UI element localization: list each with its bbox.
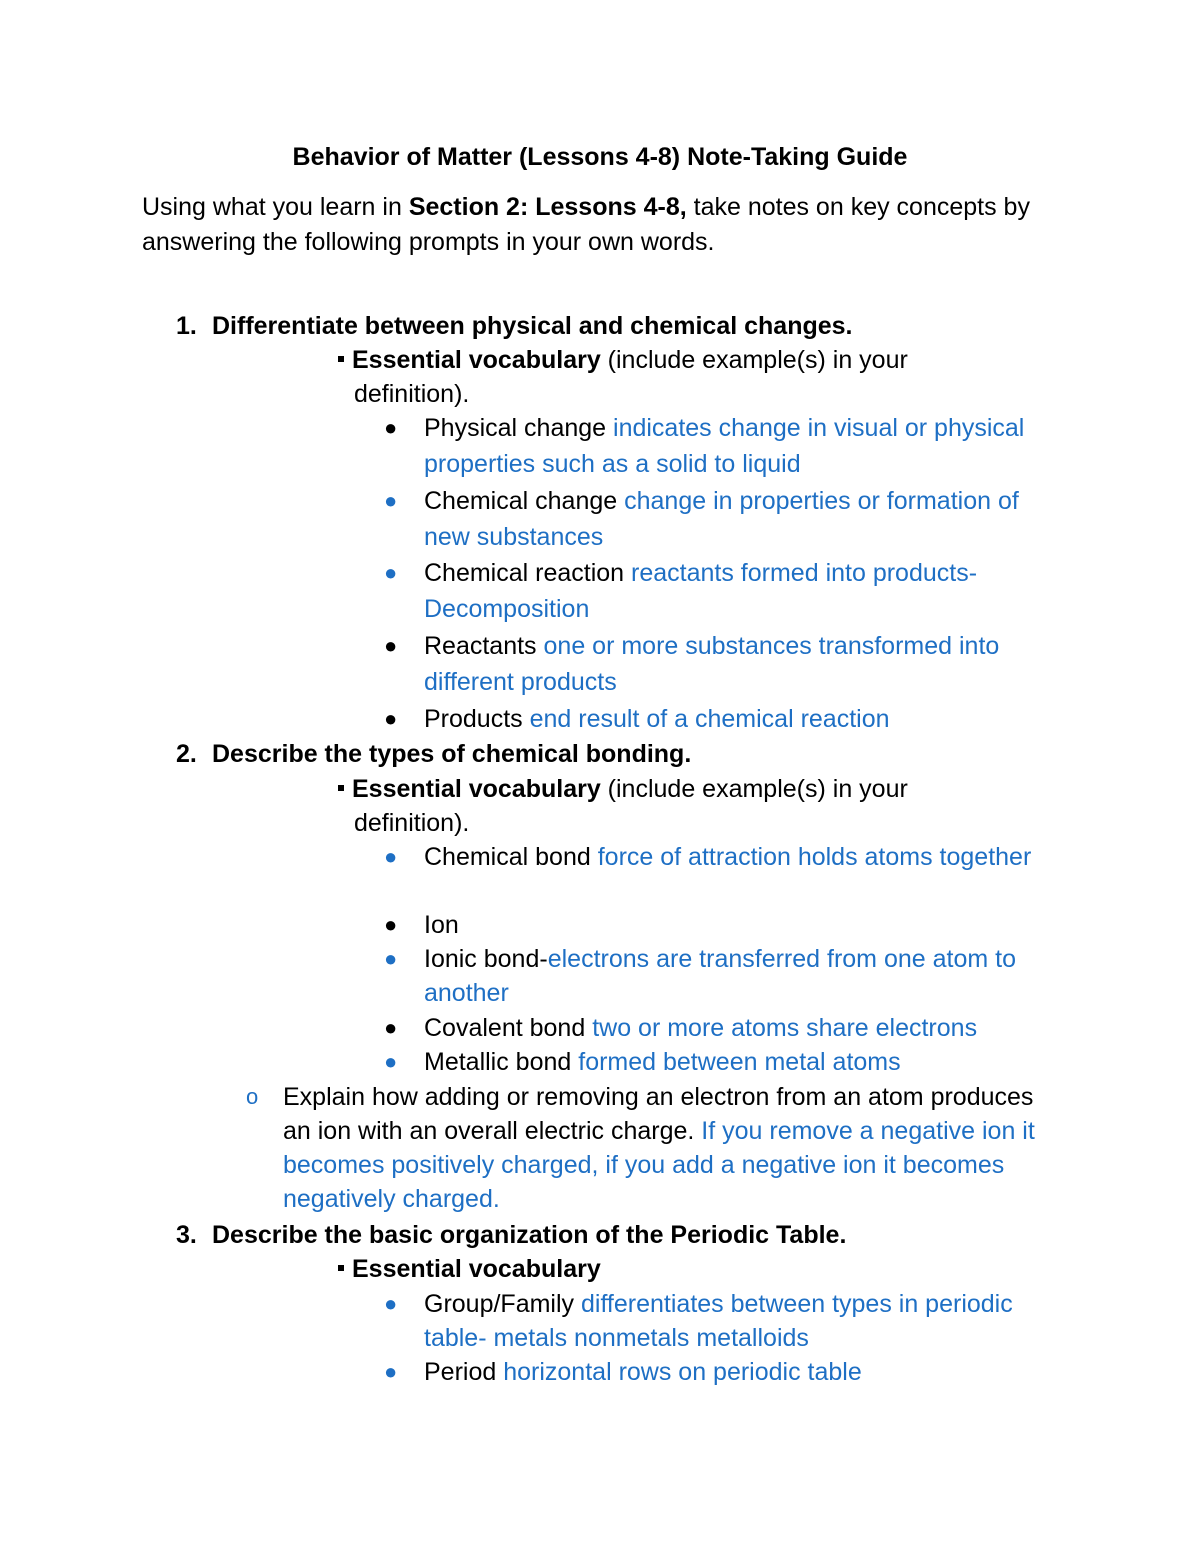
section-1-heading — [176, 309, 853, 343]
vocab-bold: Essential vocabulary — [352, 346, 601, 374]
vocab-item — [384, 840, 1064, 874]
vocab-answer: electrons are transferred from one atom to another — [424, 945, 1016, 1007]
vocab-item — [384, 410, 1064, 482]
intro-paragraph — [142, 190, 1082, 260]
vocab-term: Chemical bond — [424, 843, 598, 871]
bullet-icon: ● — [384, 946, 398, 971]
bullet-icon: ● — [384, 1015, 398, 1040]
vocab-answer: indicates change in visual or physical properties such as a solid to liquid — [424, 414, 1025, 478]
vocab-term: Ionic bond- — [424, 945, 548, 973]
vocab-answer: formed between metal atoms — [578, 1048, 901, 1076]
bullet-icon: ● — [384, 488, 398, 513]
vocab-term: Chemical change — [424, 487, 625, 515]
vocab-item — [384, 1287, 1064, 1355]
vocab-item — [384, 483, 1064, 555]
circle-bullet-icon: o — [246, 1084, 259, 1109]
vocab-answer: reactants formed into products- Decomposition — [424, 559, 978, 623]
vocab-item — [384, 701, 1064, 737]
section-3-vocab-label — [338, 1252, 1038, 1286]
vocab-rest: (include example(s) in your — [600, 346, 908, 374]
section-3-heading — [176, 1218, 846, 1252]
vocab-term: Products — [424, 705, 530, 733]
vocab-continuation: definition). — [354, 809, 470, 837]
vocab-term: Metallic bond — [424, 1048, 579, 1076]
square-bullet-icon — [338, 1265, 344, 1271]
vocab-item — [384, 1045, 1064, 1079]
section-2-vocab-label — [338, 772, 1038, 840]
vocab-item — [384, 555, 1064, 627]
vocab-term: Reactants — [424, 632, 544, 660]
vocab-item — [384, 1355, 1064, 1389]
vocab-term: Covalent bond — [424, 1014, 593, 1042]
vocab-item — [384, 942, 1064, 1010]
bullet-icon: ● — [384, 633, 398, 658]
intro-text-pre: Using what you learn in — [142, 193, 409, 221]
explain-answer: If you remove a negative ion it becomes positively charged, if you add a negative ion it becomes negatively charged. — [283, 1117, 1035, 1213]
section-number: 3. — [176, 1221, 197, 1249]
vocab-answer: change in properties or formation of new substances — [424, 487, 1019, 551]
vocab-continuation: definition). — [354, 380, 470, 408]
bullet-icon: ● — [384, 415, 398, 440]
vocab-answer: horizontal rows on periodic table — [503, 1358, 862, 1386]
vocab-term: Group/Family — [424, 1290, 581, 1318]
square-bullet-icon — [338, 356, 344, 362]
section-2-heading — [176, 737, 691, 771]
vocab-term: Physical change — [424, 414, 614, 442]
section-number: 2. — [176, 740, 197, 768]
vocab-term: Ion — [424, 911, 459, 939]
vocab-term: Chemical reaction — [424, 559, 632, 587]
vocab-answer: end result of a chemical reaction — [529, 705, 890, 733]
bullet-icon: ● — [384, 560, 398, 585]
document-title: Behavior of Matter (Lessons 4-8) Note-Taking Guide — [292, 143, 908, 171]
section-1-vocab-label — [338, 343, 1038, 411]
vocab-bold: Essential vocabulary — [352, 1255, 601, 1283]
section-heading-text: Describe the basic organization of the Periodic Table. — [212, 1221, 847, 1249]
explain-prompt-text: Explain how adding or removing an electron from an atom produces an ion with an overall electric charge. — [283, 1083, 1034, 1145]
bullet-icon: ● — [384, 844, 398, 869]
section-heading-text: Describe the types of chemical bonding. — [212, 740, 692, 768]
vocab-answer: differentiates between types in periodic table- metals nonmetals metalloids — [424, 1290, 1013, 1352]
intro-text-bold: Section 2: Lessons 4-8, — [408, 193, 687, 221]
bullet-icon: ● — [384, 1359, 398, 1384]
vocab-rest: (include example(s) in your — [600, 775, 908, 803]
vocab-term: Period — [424, 1358, 504, 1386]
bullet-icon: ● — [384, 1049, 398, 1074]
bullet-icon: ● — [384, 706, 398, 731]
square-bullet-icon — [338, 785, 344, 791]
vocab-answer: force of attraction holds atoms together — [597, 843, 1032, 871]
vocab-item — [384, 1011, 1064, 1045]
bullet-icon: ● — [384, 1291, 398, 1316]
bullet-icon: ● — [384, 912, 398, 937]
section-heading-text: Differentiate between physical and chemical changes. — [212, 312, 853, 340]
vocab-answer: two or more atoms share electrons — [592, 1014, 978, 1042]
vocab-bold: Essential vocabulary — [352, 775, 601, 803]
vocab-answer: one or more substances transformed into different products — [424, 632, 1000, 696]
vocab-item — [384, 908, 1064, 942]
section-number: 1. — [176, 312, 197, 340]
explain-prompt — [246, 1080, 1066, 1216]
intro-text-post: take notes on key concepts by answering the following prompts in your own words. — [142, 193, 1030, 256]
vocab-item — [384, 628, 1064, 700]
